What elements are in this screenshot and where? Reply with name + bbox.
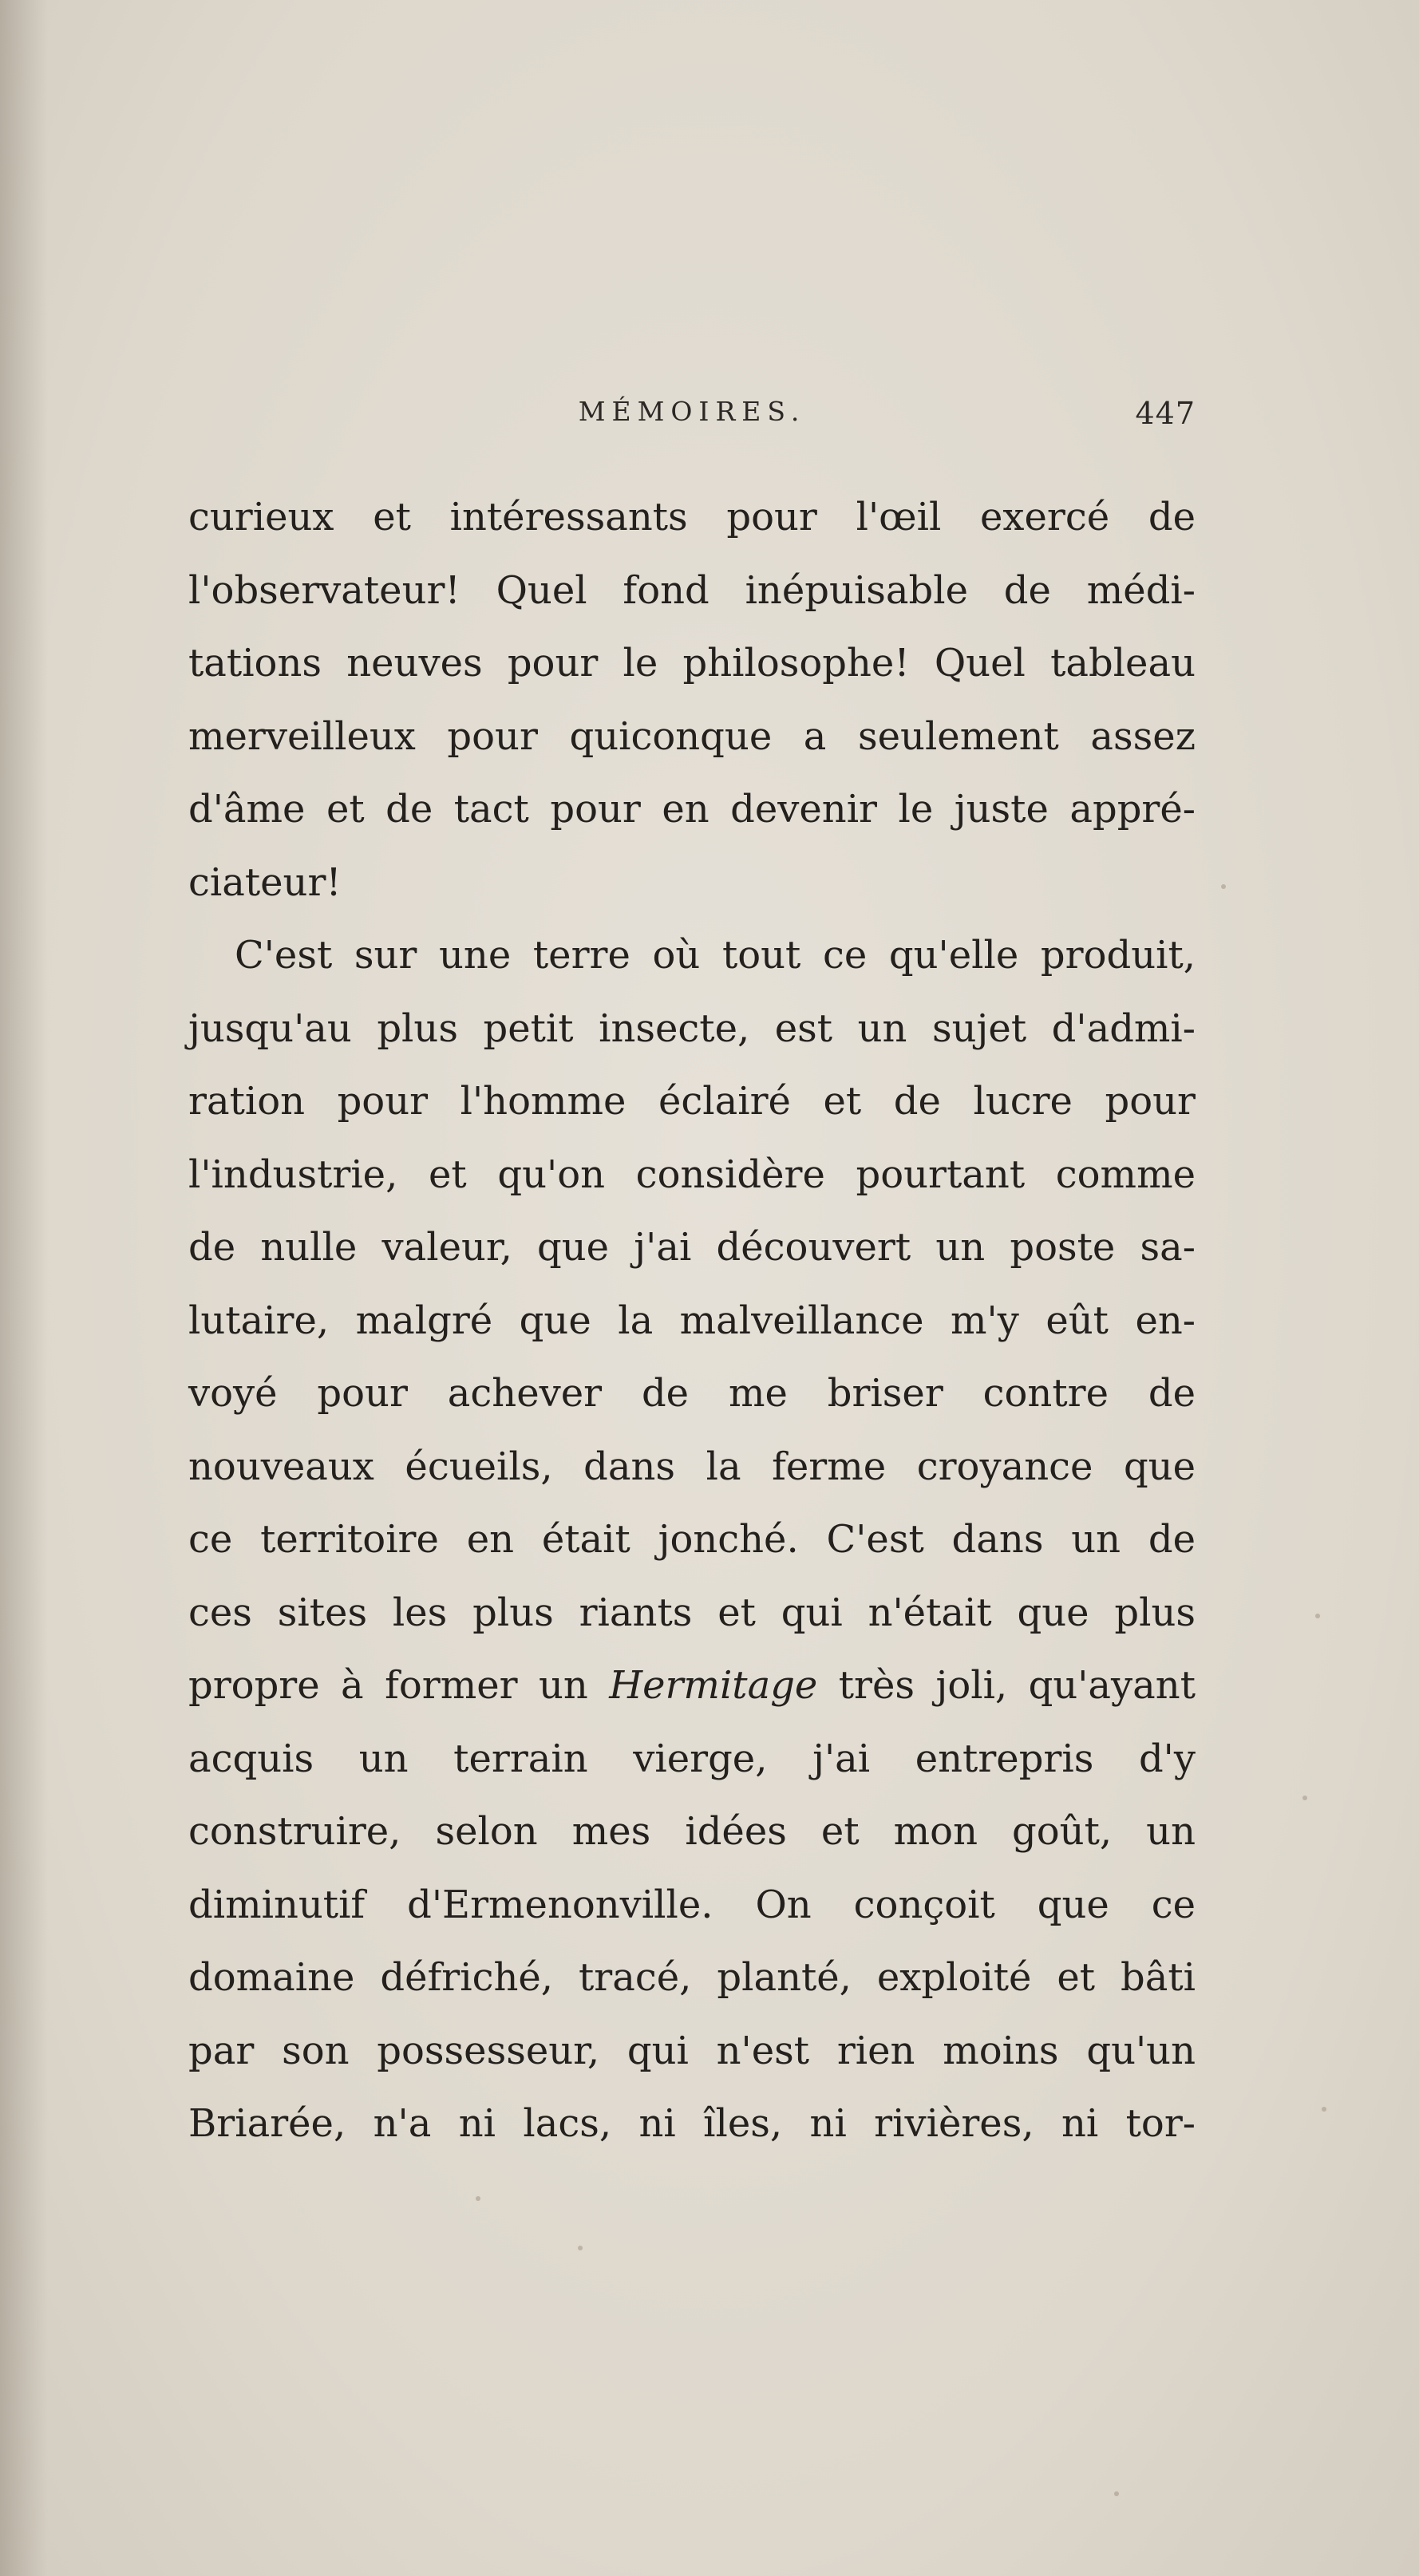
text-segment: propre à former un — [188, 1663, 610, 1708]
text-line: jusqu'au plus petit insecte, est un sujet d'admi- — [188, 1006, 1196, 1051]
text-line: lutaire, malgré que la malveillance m'y eût en- — [188, 1298, 1196, 1343]
paper-speck — [1322, 2107, 1326, 2112]
running-head-title: MÉMOIRES. — [578, 396, 806, 427]
text-line: ciateur! — [188, 859, 342, 905]
text-line: Briarée, n'a ni lacs, ni îles, ni rivières, ni tor- — [188, 2101, 1196, 2146]
text-line: d'âme et de tact pour en devenir le juste appré- — [188, 787, 1196, 832]
paper-speck — [476, 2196, 480, 2201]
text-line: l'observateur! Quel fond inépuisable de médi- — [188, 567, 1196, 613]
text-line: acquis un terrain vierge, j'ai entrepris d'y — [188, 1736, 1196, 1781]
italic-term: Hermitage — [609, 1663, 818, 1708]
text-line: nouveaux écueils, dans la ferme croyance que — [188, 1444, 1196, 1489]
text-line: voyé pour achever de me briser contre de — [188, 1371, 1196, 1416]
text-line: ces sites les plus riants et qui n'était que plus — [188, 1590, 1196, 1635]
text-line: par son possesseur, qui n'est rien moins qu'un — [188, 2028, 1196, 2073]
text-line: domaine défriché, tracé, planté, exploité et bâti — [188, 1955, 1196, 2000]
gutter-shadow — [0, 0, 48, 2576]
text-line: tations neuves pour le philosophe! Quel tableau — [188, 641, 1196, 685]
text-line: l'industrie, et qu'on considère pourtant comme — [188, 1152, 1196, 1197]
text-line: de nulle valeur, que j'ai découvert un poste sa- — [188, 1225, 1196, 1270]
text-line: curieux et intéressants pour l'œil exercé de — [188, 495, 1196, 539]
text-line: construire, selon mes idées et mon goût, un — [188, 1809, 1196, 1854]
text-line: C'est sur une terre où tout ce qu'elle produit, — [235, 933, 1196, 978]
paper-speck — [1302, 1796, 1307, 1800]
text-line: ce territoire en était jonché. C'est dans un de — [188, 1517, 1196, 1562]
page-number: 447 — [1135, 396, 1196, 431]
paper-speck — [1221, 884, 1226, 889]
running-head — [188, 396, 1196, 444]
text-segment: très joli, qu'ayant — [817, 1663, 1196, 1708]
text-line-with-italic — [188, 1650, 1196, 1723]
body-text — [188, 481, 1196, 2161]
paper-speck — [1114, 2491, 1119, 2496]
paper-speck — [578, 2246, 583, 2250]
text-line: ration pour l'homme éclairé et de lucre pour — [188, 1079, 1196, 1124]
text-line: merveilleux pour quiconque a seulement assez — [188, 713, 1196, 759]
paper-speck — [1315, 1614, 1320, 1618]
text-line: diminutif d'Ermenonville. On conçoit que ce — [188, 1882, 1196, 1927]
